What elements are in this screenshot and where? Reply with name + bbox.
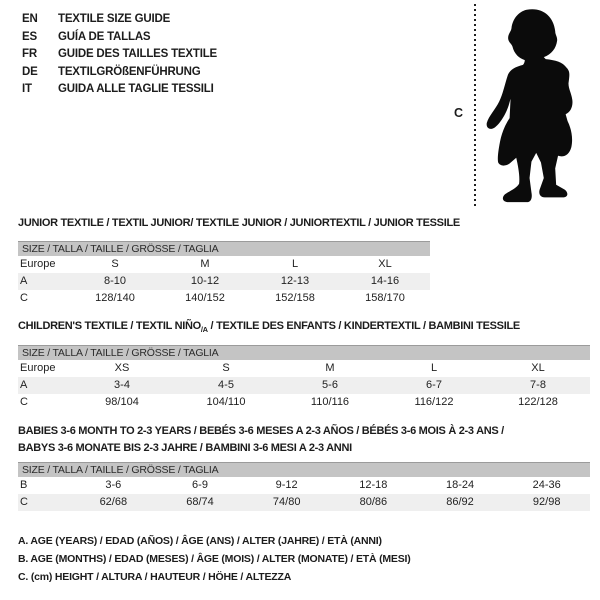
row-label: B [20, 479, 28, 491]
children-columns-row [18, 360, 590, 377]
row-label: C [20, 292, 28, 304]
footnote-a: A. AGE (YEARS) / EDAD (AÑOS) / ÂGE (ANS) / ALTER (JAHRE) / ETÀ (ANNI) [18, 535, 382, 547]
footnotes-block [18, 533, 411, 586]
table-cell: 62/68 [99, 496, 128, 508]
lang-row-de [22, 64, 217, 82]
table-cell: 4-5 [218, 379, 234, 391]
table-cell: 158/170 [365, 292, 405, 304]
table-cell: 80/86 [359, 496, 388, 508]
lang-row-it [22, 81, 217, 99]
table-cell: 10-12 [190, 275, 220, 287]
table-cell: 74/80 [272, 496, 301, 508]
table-cell: 68/74 [186, 496, 214, 508]
children-row-c [18, 394, 590, 411]
lang-label: GUÍA DE TALLAS [58, 30, 151, 43]
table-cell: 110/116 [310, 396, 350, 408]
footnote-c: C. (cm) HEIGHT / ALTURA / HAUTEUR / HÖHE / ALTEZZA [18, 570, 292, 583]
babies-size-table [18, 462, 590, 511]
babies-section-title [18, 423, 504, 457]
table-cell: 104/110 [206, 396, 246, 408]
table-cell: 86/92 [446, 496, 474, 508]
table-cell: 3-4 [114, 379, 130, 391]
language-guide-block [22, 11, 217, 99]
row-label: C [20, 496, 28, 508]
children-title-subscript: /A [200, 325, 208, 335]
lang-code: ES [22, 30, 37, 43]
children-size-table [18, 345, 590, 411]
size-column: M [325, 362, 335, 374]
lang-label: TEXTILE SIZE GUIDE [58, 13, 171, 25]
children-row-a [18, 377, 590, 394]
lang-code: DE [22, 65, 38, 78]
table-cell: 98/104 [105, 396, 139, 408]
size-column: S [222, 362, 230, 374]
footnote-b: B. AGE (MONTHS) / EDAD (MESES) / ÂGE (MOIS) / ALTER (MONATE) / ETÀ (MESI) [18, 552, 411, 565]
junior-section-title: JUNIOR TEXTILE / TEXTIL JUNIOR/ TEXTILE JUNIOR / JUNIORTEXTIL / JUNIOR TESSILE [18, 217, 460, 229]
size-column: L [291, 258, 299, 270]
row-label: C [20, 396, 28, 408]
height-measure-dotted-line [474, 4, 476, 207]
table-cell: 12-13 [280, 275, 310, 287]
size-column: XL [378, 258, 392, 270]
babies-title-line-1: BABIES 3-6 MONTH TO 2-3 YEARS / BEBÉS 3-6 MESES A 2-3 AÑOS / BÉBÉS 3-6 MOIS À 2-3 ANS / [18, 425, 504, 437]
table-cell: 9-12 [275, 479, 298, 491]
row-label: Europe [20, 258, 56, 270]
table-cell: 128/140 [95, 292, 135, 304]
table-cell: 92/98 [532, 496, 561, 508]
junior-size-table [18, 241, 430, 307]
junior-size-header-bar: SIZE / TALLA / TAILLE / GRÖSSE / TAGLIA [18, 241, 430, 256]
junior-columns-row [18, 256, 430, 273]
table-cell: 5-6 [322, 379, 338, 391]
table-cell: 24-36 [532, 479, 561, 491]
junior-row-c [18, 290, 430, 307]
children-title-pre: CHILDREN'S TEXTILE / TEXTIL NIÑO [18, 320, 201, 332]
table-cell: 12-18 [359, 479, 388, 491]
table-cell: 18-24 [445, 479, 475, 491]
babies-size-header-bar: SIZE / TALLA / TAILLE / GRÖSSE / TAGLIA [18, 462, 590, 477]
lang-label: GUIDA ALLE TAGLIE TESSILI [58, 83, 214, 96]
size-column: L [430, 362, 438, 374]
children-section-title [18, 318, 520, 338]
height-measure-label: C [454, 106, 464, 120]
table-cell: 14-16 [370, 275, 400, 287]
lang-row-es [22, 29, 217, 47]
size-column: XL [531, 362, 545, 374]
children-title-post: / TEXTILE DES ENFANTS / KINDERTEXTIL / BAMBINI TESSILE [207, 320, 520, 332]
row-label: A [20, 379, 28, 391]
lang-code: IT [22, 83, 32, 96]
table-cell: 140/152 [185, 292, 225, 304]
table-cell: 6-7 [426, 379, 442, 391]
table-cell: 7-8 [530, 379, 546, 391]
size-column: XS [114, 362, 130, 374]
lang-code: FR [22, 48, 37, 61]
lang-code: EN [22, 13, 38, 25]
table-cell: 8-10 [103, 275, 127, 287]
junior-row-a [18, 273, 430, 290]
children-size-header-bar: SIZE / TALLA / TAILLE / GRÖSSE / TAGLIA [18, 345, 590, 360]
table-cell: 6-9 [192, 479, 208, 491]
lang-label: TEXTILGRÖßENFÜHRUNG [58, 65, 201, 78]
toddler-silhouette-icon [483, 4, 597, 207]
babies-title-line-2: BABYS 3-6 MONATE BIS 2-3 JAHRE / BAMBINI 3-6 MESI A 2-3 ANNI [18, 442, 352, 454]
size-column: S [111, 258, 119, 270]
table-cell: 152/158 [275, 292, 315, 304]
babies-row-c [18, 494, 590, 511]
table-cell: 122/128 [518, 396, 558, 408]
row-label: Europe [20, 362, 56, 374]
babies-row-b [18, 477, 590, 494]
lang-label: GUIDE DES TAILLES TEXTILE [58, 48, 217, 61]
lang-row-fr [22, 46, 217, 64]
table-cell: 116/122 [414, 396, 454, 408]
lang-row-en [22, 11, 217, 29]
size-column: M [200, 258, 210, 270]
row-label: A [20, 275, 28, 287]
table-cell: 3-6 [105, 479, 122, 491]
